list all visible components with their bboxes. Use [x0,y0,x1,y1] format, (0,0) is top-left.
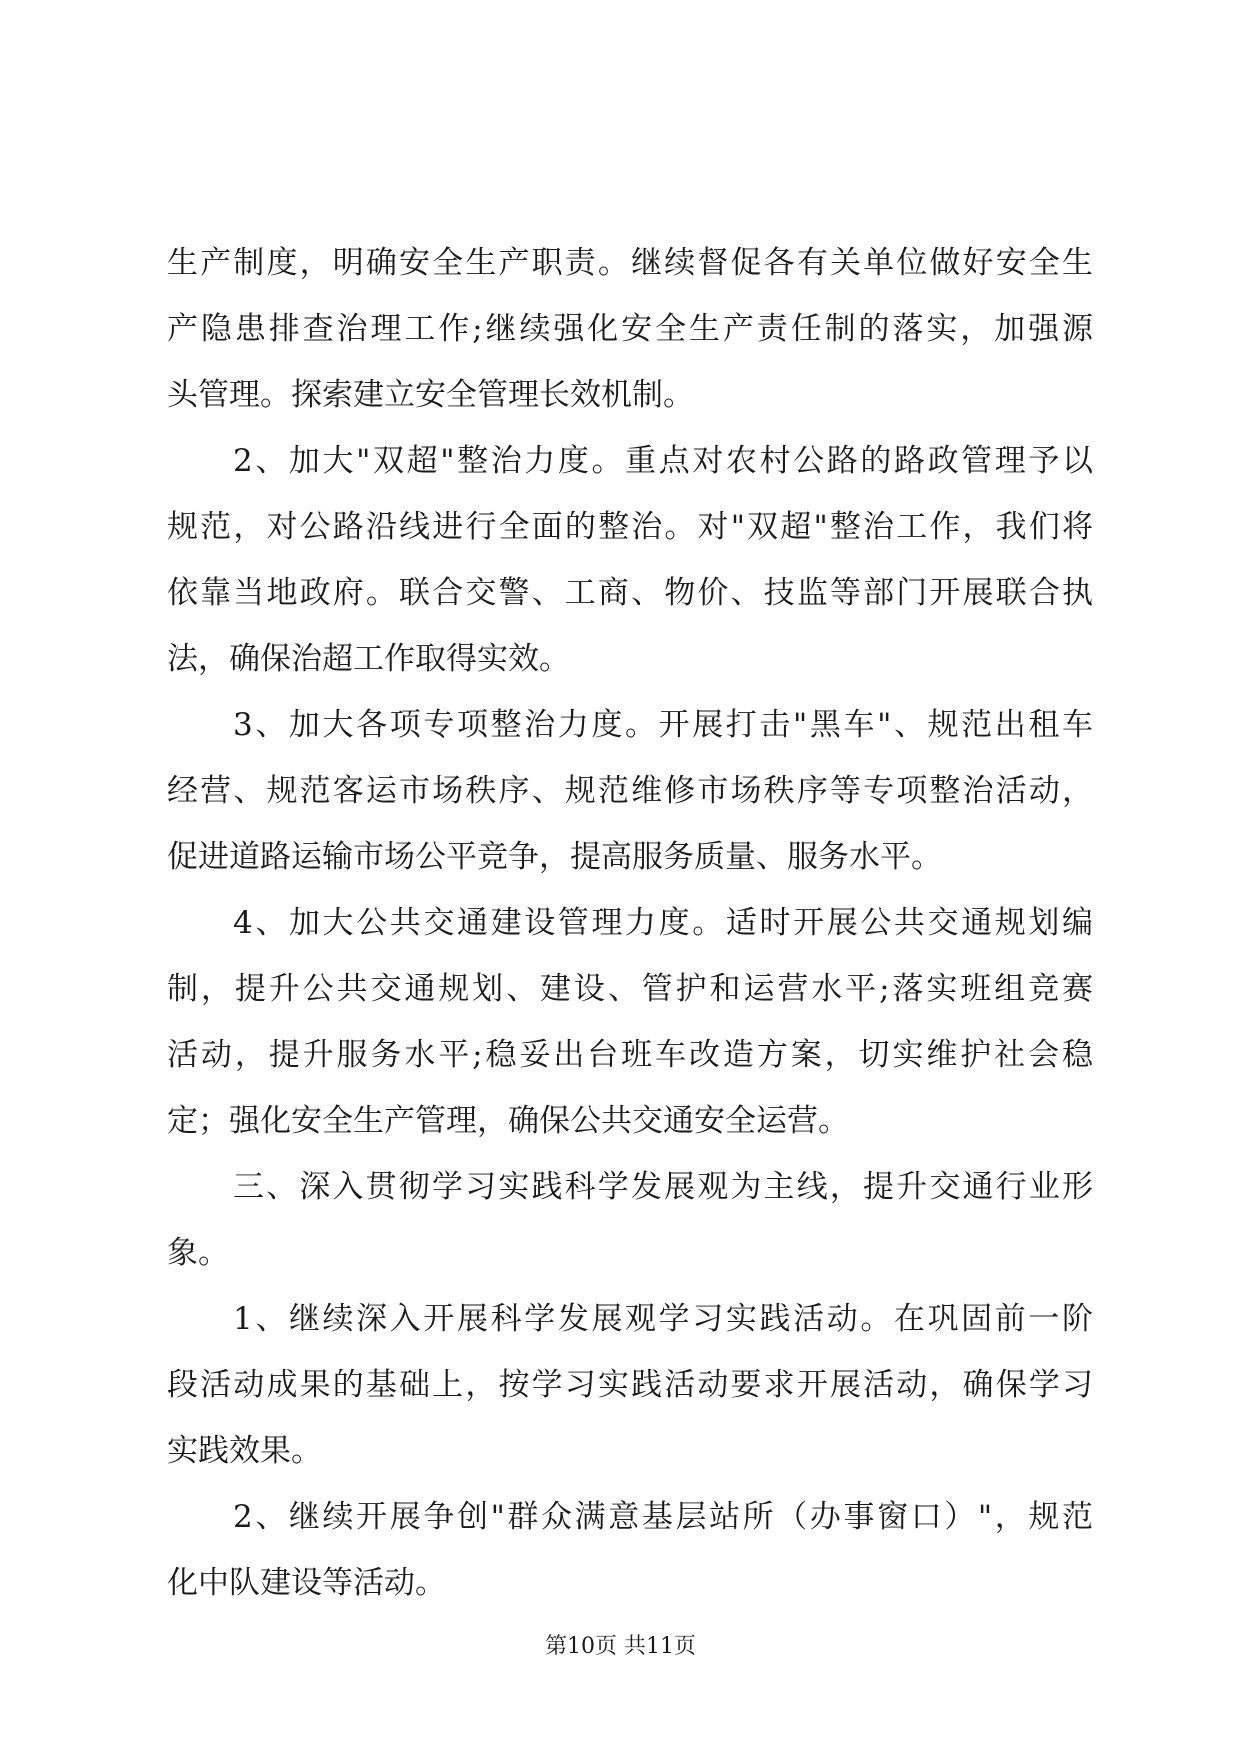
paragraph [167,230,1093,428]
text-line: 活动，提升服务水平;稳妥出台班车改造方案，切实维护社会稳 [167,1037,1093,1073]
paragraph [167,692,1093,890]
text-line: 规范，对公路沿线进行全面的整治。对"双超"整治工作，我们将 [167,509,1093,545]
text-line: 经营、规范客运市场秩序、规范维修市场秩序等专项整治活动， [167,773,1093,809]
text-line: 化中队建设等活动。 [167,1565,446,1601]
text-line: 三、深入贯彻学习实践科学发展观为主线，提升交通行业形 [233,1169,1093,1205]
text-line: 实践效果。 [167,1433,322,1469]
text-line: 2、加大"双超"整治力度。重点对农村公路的路政管理予以 [233,443,1093,479]
text-line: 头管理。探索建立安全管理长效机制。 [167,377,694,413]
paragraph [167,1286,1093,1484]
text-line: 产隐患排查治理工作;继续强化安全生产责任制的落实，加强源 [167,311,1093,347]
paragraph [167,428,1093,692]
paragraph [167,1154,1093,1286]
text-line: 4、加大公共交通建设管理力度。适时开展公共交通规划编 [233,905,1093,941]
text-line: 2、继续开展争创"群众满意基层站所（办事窗口）"，规范 [233,1499,1093,1535]
paragraph [167,1484,1093,1616]
text-line: 定；强化安全生产管理，确保公共交通安全运营。 [167,1103,849,1139]
text-line: 3、加大各项专项整治力度。开展打击"黑车"、规范出租车 [233,707,1093,743]
text-line: 1、继续深入开展科学发展观学习实践活动。在巩固前一阶 [233,1301,1093,1337]
text-line: 象。 [167,1235,229,1271]
text-line: 生产制度，明确安全生产职责。继续督促各有关单位做好安全生 [167,245,1093,281]
paragraph [167,890,1093,1154]
text-line: 促进道路运输市场公平竞争，提高服务质量、服务水平。 [167,839,942,875]
document-body [167,230,1093,1616]
page-footer: 第10页 共11页 [545,1634,696,1659]
text-line: 依靠当地政府。联合交警、工商、物价、技监等部门开展联合执 [167,575,1093,611]
text-line: 制，提升公共交通规划、建设、管护和运营水平;落实班组竞赛 [167,971,1093,1007]
text-line: 段活动成果的基础上，按学习实践活动要求开展活动，确保学习 [167,1367,1093,1403]
text-line: 法，确保治超工作取得实效。 [167,641,570,677]
